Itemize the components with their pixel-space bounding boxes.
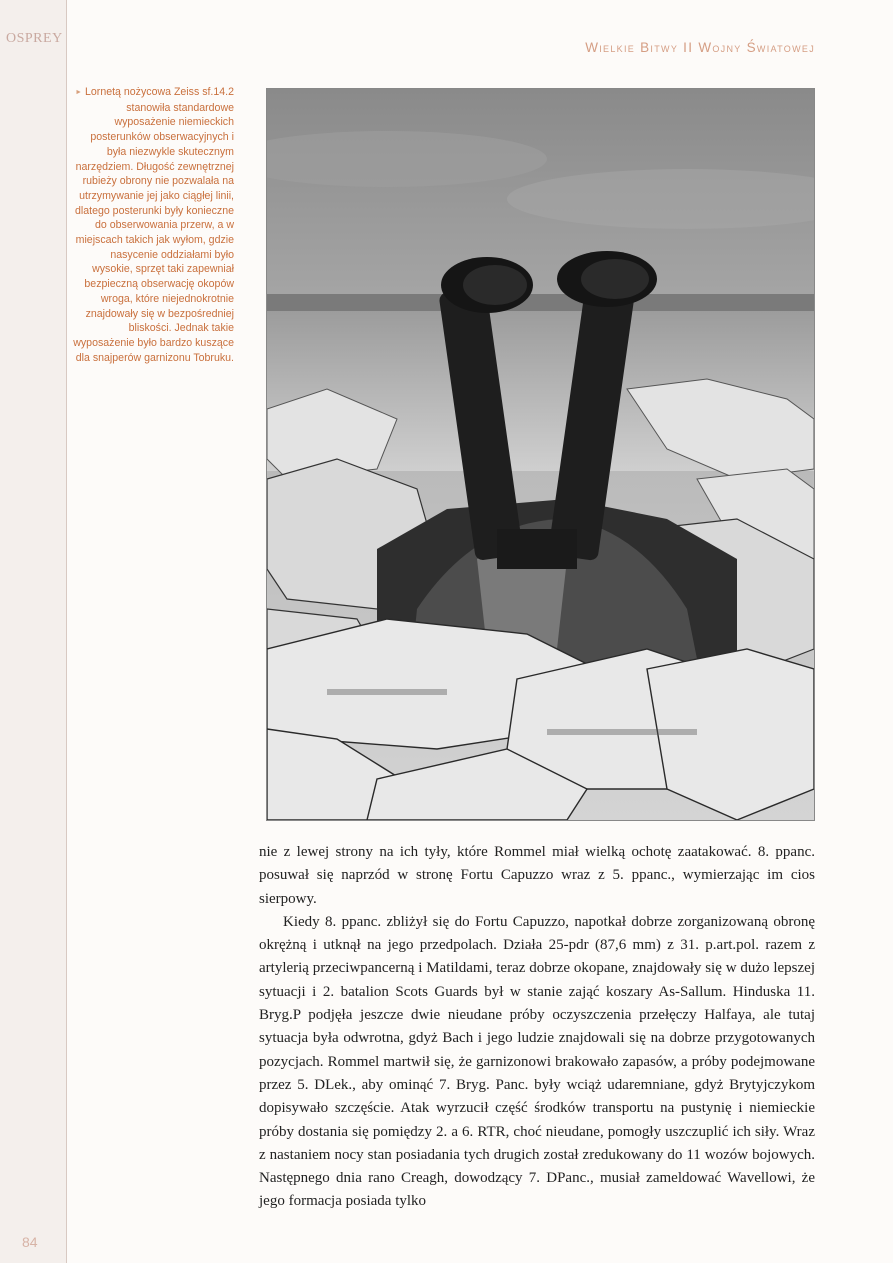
body-paragraph: Kiedy 8. ppanc. zbliżył się do Fortu Capuzzo, napotkał dobrze zorganizowaną obronę okrężną i utknął na jego przedpolach. Działa 25-pdr (87,6 mm) z 31. p.art.pol. razem z artylerią przeciwpancerną i Matildami, teraz dobrze okopane, znajdowały się w dużo lepszej sytuacji i 2. batalion Scots Guards był w stanie zająć koszary As-Sallum. Hinduska 11. Bryg.P podjęła jeszcze dwie nieudane próby oczyszczenia przełęczy Halfaya, ale tutaj sytuacja była odwrotna, gdyż Bach i jego ludzie znajdowali się na dobrze przygotowanych pozycjach. Rommel martwił się, że garnizonowi brakowało zapasów, a próby podejmowane przez 5. DLek., aby ominąć 7. Bryg. Panc. były wciąż udaremniane, gdyż Brytyjczykom dopisywało szczęście. Atak wyrzucił część środków transportu na pustynię i niemieckie próby dostania się pomiędzy 2. a 6. RTR, choć nieudane, pomogły uszczuplić ich siły. Wraz z nastaniem nocy stan posiadania tych drugich został zredukowany do 11 wozów bojowych. Następnego dnia rano Creagh, dowodzący 7. DPanc., musiał zameldować Wavellowi, że jego formacja posiada tylko [259,913,815,1210]
photo-illustration [267,89,814,820]
caption-arrow-icon: ► [75,89,83,96]
photo-binocular-observer [266,88,815,821]
running-head: Wielkie Bitwy II Wojny Światowej [585,40,815,55]
caption-text: Lornetą nożycowa Zeiss sf.14.2 stanowiła standardowe wyposażenie niemieckich posterunków obserwacyjnych i była niezwykle skutecznym narzędziem. Długość zewnętrznej rubieży obrony nie pozwalała na utrzymywanie jej jako ciągłej linii, dlatego posterunki były konieczne do obserwowania przerw, a w miejscach takich jak wyłom, gdzie nasycenie oddziałami było wysokie, sprzęt taki zapewniał bezpieczną obserwację okopów wroga, które niejednokrotnie znajdowały się w bezpośredniej bliskości. Jednak takie wyposażenie było bardzo kuszące dla snajperów garnizonu Tobruku. [73,86,234,364]
body-paragraph: nie z lewej strony na ich tyły, które Rommel miał wielką ochotę zaatakować. 8. ppanc. posuwał się naprzód w stronę Fortu Capuzzo wraz z 5. ppanc., wymierzając im cios sierpowy. [259,844,815,907]
margin-divider [66,0,67,1263]
body-text [259,841,815,1214]
page-number: 84 [22,1234,38,1250]
publisher-logo: OSPREY [6,31,63,46]
margin-strip [0,0,66,1263]
photo-caption [72,85,234,365]
